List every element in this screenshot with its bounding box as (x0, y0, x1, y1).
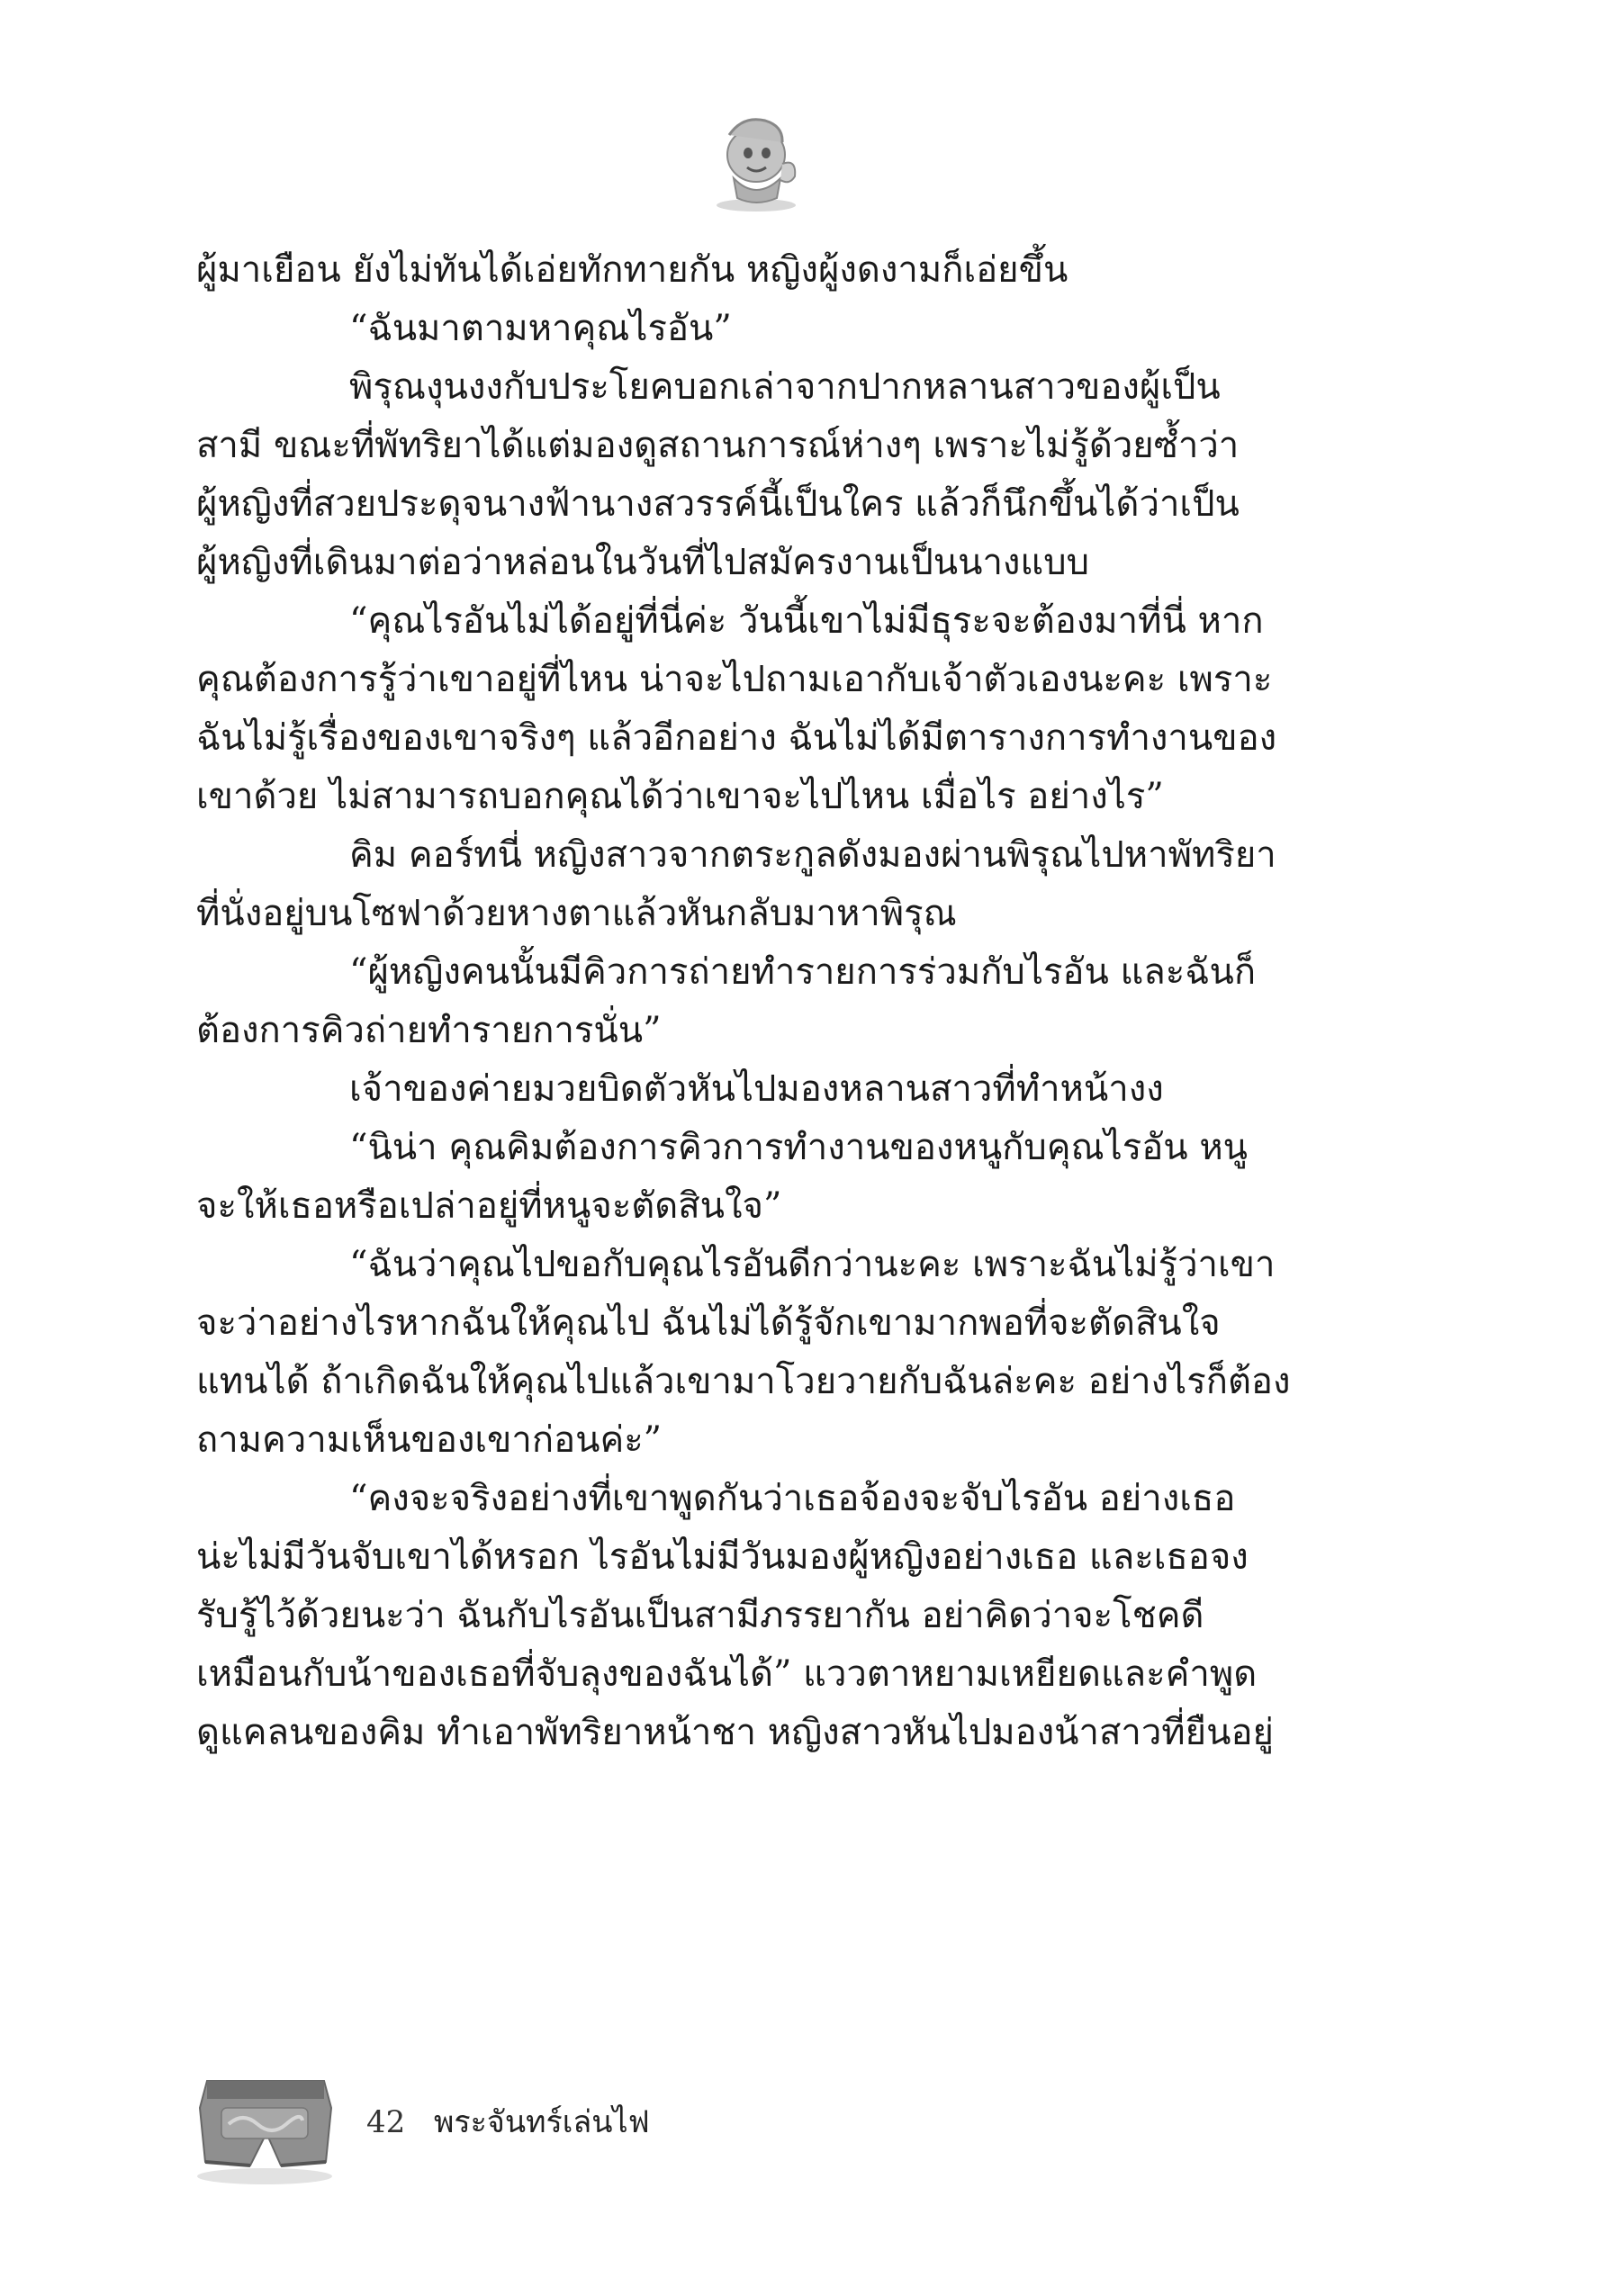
text-line: ต้องการคิวถ่ายทำรายการนั่น” (196, 1010, 662, 1051)
text-line: ถามความเห็นของเขาก่อนค่ะ” (196, 1419, 663, 1461)
text-line: “ฉันมาตามหาคุณไรอัน” (349, 308, 732, 349)
text-line: ผู้หญิงที่เดินมาต่อว่าหล่อนในวันที่ไปสมัครงานเป็นนางแบบ (196, 542, 1089, 583)
text-line: รับรู้ไว้ด้วยนะว่า ฉันกับไรอันเป็นสามีภรรยากัน อย่าคิดว่าจะโชคดี (196, 1595, 1204, 1636)
text-line: น่ะไม่มีวันจับเขาได้หรอก ไรอันไม่มีวันมองผู้หญิงอย่างเธอ และเธอจง (196, 1536, 1249, 1578)
text-line: จะให้เธอหรือเปล่าอยู่ที่หนูจะตัดสินใจ” (196, 1185, 782, 1227)
text-line: “ฉันว่าคุณไปขอกับคุณไรอันดีกว่านะคะ เพราะฉันไม่รู้ว่าเขา (349, 1244, 1276, 1285)
text-line: “คุณไรอันไม่ได้อยู่ที่นี่ค่ะ วันนี้เขาไม่มีธุระจะต้องมาที่นี่ หาก (349, 600, 1264, 642)
boxing-shorts-icon (191, 2068, 339, 2185)
text-line: เหมือนกับน้าของเธอที่จับลุงของฉันได้” แววตาหยามเหยียดและคำพูด (196, 1653, 1258, 1695)
cartoon-angel-icon (707, 108, 806, 216)
page-footer (191, 2068, 821, 2185)
text-line: “นิน่า คุณคิมต้องการคิวการทำงานของหนูกับคุณไรอัน หนู (349, 1127, 1249, 1168)
text-line: แทนได้ ถ้าเกิดฉันให้คุณไปแล้วเขามาโวยวายกับฉันล่ะคะ อย่างไรก็ต้อง (196, 1361, 1291, 1402)
page-number: 42 (366, 2104, 406, 2140)
book-title: พระจันทร์เล่นไฟ (434, 2104, 650, 2140)
text-line: พิรุณงุนงงกับประโยคบอกเล่าจากปากหลานสาวของผู้เป็น (349, 366, 1221, 408)
text-line: ผู้มาเยือน ยังไม่ทันได้เอ่ยทักทายกัน หญิงผู้งดงามก็เอ่ยขึ้น (196, 249, 1068, 291)
chapter-text (196, 241, 1366, 1762)
text-line: คุณต้องการรู้ว่าเขาอยู่ที่ไหน น่าจะไปถามเอากับเจ้าตัวเองนะคะ เพราะ (196, 659, 1273, 700)
text-line: ที่นั่งอยู่บนโซฟาด้วยหางตาแล้วหันกลับมาหาพิรุณ (196, 893, 957, 934)
text-line: คิม คอร์ทนี่ หญิงสาวจากตระกูลดังมองผ่านพิรุณไปหาพัทริยา (349, 834, 1276, 876)
text-line: สามี ขณะที่พัทริยาได้แต่มองดูสถานการณ์ห่างๆ เพราะไม่รู้ด้วยซ้ำว่า (196, 425, 1240, 466)
text-line: เขาด้วย ไม่สามารถบอกคุณได้ว่าเขาจะไปไหน เมื่อไร อย่างไร” (196, 776, 1164, 817)
text-line: ดูแคลนของคิม ทำเอาพัทริยาหน้าชา หญิงสาวหันไปมองน้าสาวที่ยืนอยู่ (196, 1712, 1274, 1753)
text-line: “ผู้หญิงคนนั้นมีคิวการถ่ายทำรายการร่วมกับไรอัน และฉันก็ (349, 951, 1257, 993)
text-line: ผู้หญิงที่สวยประดุจนางฟ้านางสวรรค์นี้เป็นใคร แล้วก็นึกขึ้นได้ว่าเป็น (196, 483, 1240, 525)
text-line: “คงจะจริงอย่างที่เขาพูดกันว่าเธอจ้องจะจับไรอัน อย่างเธอ (349, 1478, 1236, 1519)
text-line: ฉันไม่รู้เรื่องของเขาจริงๆ แล้วอีกอย่าง ฉันไม่ได้มีตารางการทำงานของ (196, 717, 1277, 759)
text-line: จะว่าอย่างไรหากฉันให้คุณไป ฉันไม่ได้รู้จักเขามากพอที่จะตัดสินใจ (196, 1302, 1221, 1344)
text-line: เจ้าของค่ายมวยบิดตัวหันไปมองหลานสาวที่ทำหน้างง (349, 1068, 1164, 1110)
